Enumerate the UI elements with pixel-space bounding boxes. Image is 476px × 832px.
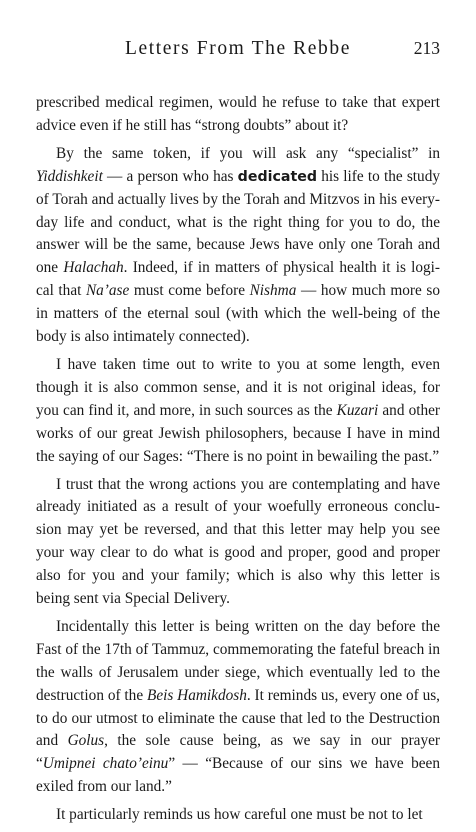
body-text (36, 92, 440, 832)
paragraph-6 (36, 804, 440, 827)
paragraph-2 (36, 143, 440, 349)
italic-term: Na’ase (85, 282, 130, 300)
text-run: , the sole cause being, as we say in our prayer “ (36, 732, 440, 773)
text-run: — how much more so in matters of the eternal soul (with which the well-being of the body is also intimately connected). (36, 282, 440, 346)
running-title: Letters From The Rebbe (124, 38, 351, 59)
text-run: Incidentally this letter is being written on the day before the Fast of the 17th of Tammuz, commemorating the fateful breach in the walls of Jerusalem under siege, which eventually led to the destruction of the (36, 617, 440, 704)
text-run: . Indeed, if in matters of physical health it is logi-cal that (36, 259, 440, 300)
italic-term: Nishma (249, 282, 297, 300)
italic-term: Halachah (63, 259, 124, 277)
text-run: I have taken time out to write to you at some length, even though it is also common sense, and it is not original ideas, for you can find it, and more, in such sources as the (36, 355, 440, 419)
italic-term: Yiddishkeit (36, 167, 103, 185)
text-run: ” — “Because of our sins we have been exiled from our land.” (36, 755, 440, 796)
text-run: . It reminds us, every one of us, to do our utmost to eliminate the cause that led to the Destruction and (36, 686, 441, 750)
paragraph-4 (36, 474, 440, 611)
bold-emphasis: dedicated (237, 168, 318, 185)
page-number: 213 (413, 38, 440, 58)
text-run: By the same token, if you will ask any “specialist” in (56, 144, 440, 162)
text-run: and other works of our great Jewish philosophers, because I have in mind the saying of our Sages: “There is no point in bewailing the past.” (36, 401, 440, 465)
running-head (36, 38, 440, 66)
italic-term: Kuzari (336, 401, 379, 419)
text-run: must come before (129, 282, 250, 300)
paragraph-3 (36, 354, 440, 469)
text-run: his life to the study of Torah and actually lives by the Torah and Mitzvos in his every-day life and conduct, what is the right thing for you to do, the answer will be the same, because Jews have only one Torah and one (36, 167, 440, 277)
italic-term: Golus (67, 732, 105, 750)
text-run: prescribed medical regimen, would he refuse to take that expert advice even if he still has “strong doubts” about it? (36, 94, 440, 134)
text-run: I trust that the wrong actions you are contemplating and have already initiated as a result of your woefully erroneous conclu-sion may yet be reversed, and that this letter may help you see your way clear to do what is good and proper, good and proper also for you and your family; which is also why this letter is being sent via Special Delivery. (36, 475, 440, 608)
text-run: It particularly reminds us how careful one must be not to let (56, 806, 423, 824)
text-run: — a person who has (102, 167, 238, 185)
paragraph-1 (36, 92, 440, 138)
italic-term: Umipnei chato’einu (42, 755, 169, 773)
italic-term: Beis Hamikdosh (146, 686, 247, 704)
paragraph-5 (36, 616, 440, 799)
